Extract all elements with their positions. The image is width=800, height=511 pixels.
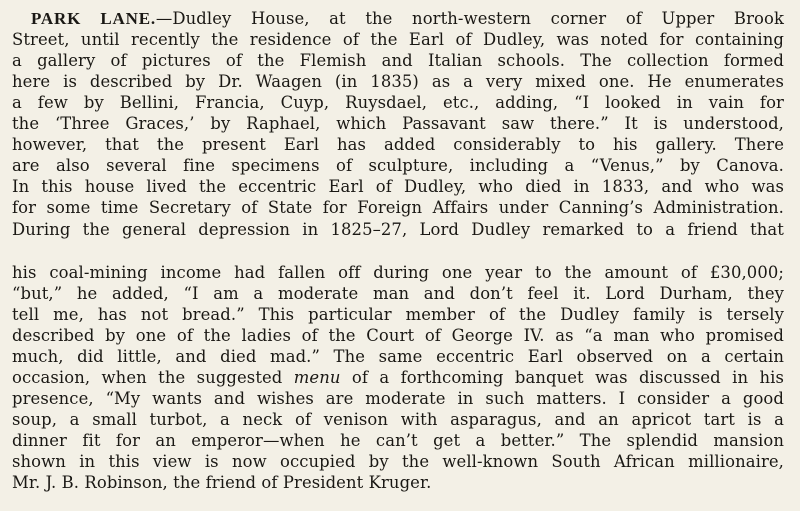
text-line-19: soup, a small turbot, a neck of venison with asparagus, and an apricot tart is a — [12, 410, 784, 429]
text-line-22: Mr. J. B. Robinson, the friend of President Kruger. — [12, 473, 432, 492]
text-line-10: for some time Secretary of State for Foreign Affairs under Canning’s Administration. — [12, 198, 784, 217]
text-line-2: Street, until recently the residence of the Earl of Dudley, was noted for containing — [12, 30, 784, 49]
text-line-17 — [12, 368, 784, 388]
text-line-3: a gallery of pictures of the Flemish and Italian schools. The collection formed — [12, 51, 784, 70]
text-line-16: much, did little, and died mad.” The same eccentric Earl observed on a certain — [12, 347, 784, 366]
text-line-21: shown in this view is now occupied by the well-known South African millionaire, — [12, 452, 784, 471]
text-line-4: here is described by Dr. Waagen (in 1835) as a very mixed one. He enumerates — [12, 72, 784, 91]
text-line-7: however, that the present Earl has added considerably to his gallery. There — [12, 135, 784, 154]
text-line-20: dinner fit for an emperor—when he can’t get a better.” The splendid mansion — [12, 431, 784, 450]
section-heading: PARK LANE. — [31, 9, 156, 28]
text-line-11: During the general depression in 1825–27, Lord Dudley remarked to a friend that — [12, 220, 784, 239]
text-line-15: described by one of the ladies of the Court of George IV. as “a man who promised — [12, 326, 784, 345]
menu-italic-word: menu — [293, 368, 341, 387]
text-line-12: his coal-mining income had fallen off during one year to the amount of £30,000; — [12, 263, 784, 282]
text-line-17-start: occasion, when the suggested — [12, 368, 294, 387]
text-line-13: “but,” he added, “I am a moderate man and don’t feel it. Lord Durham, they — [12, 284, 784, 303]
text-line-18: presence, “My wants and wishes are moderate in such matters. I consider a good — [12, 389, 784, 408]
text-line-1 — [31, 9, 784, 29]
text-line-14: tell me, has not bread.” This particular member of the Dudley family is tersely — [12, 305, 784, 324]
text-line-8: are also several fine specimens of sculpture, including a “Venus,” by Canova. — [12, 156, 784, 175]
text-line-6: the ‘Three Graces,’ by Raphael, which Passavant saw there.” It is understood, — [12, 114, 784, 133]
text-line-9: In this house lived the eccentric Earl of Dudley, who died in 1833, and who was — [12, 177, 784, 196]
text-line-17-end: of a forthcoming banquet was discussed in his — [340, 368, 784, 387]
text-line-5: a few by Bellini, Francia, Cuyp, Ruysdael, etc., adding, “I looked in vain for — [12, 93, 784, 112]
text-line-1-body: —Dudley House, at the north-western corner of Upper Brook — [155, 9, 784, 28]
